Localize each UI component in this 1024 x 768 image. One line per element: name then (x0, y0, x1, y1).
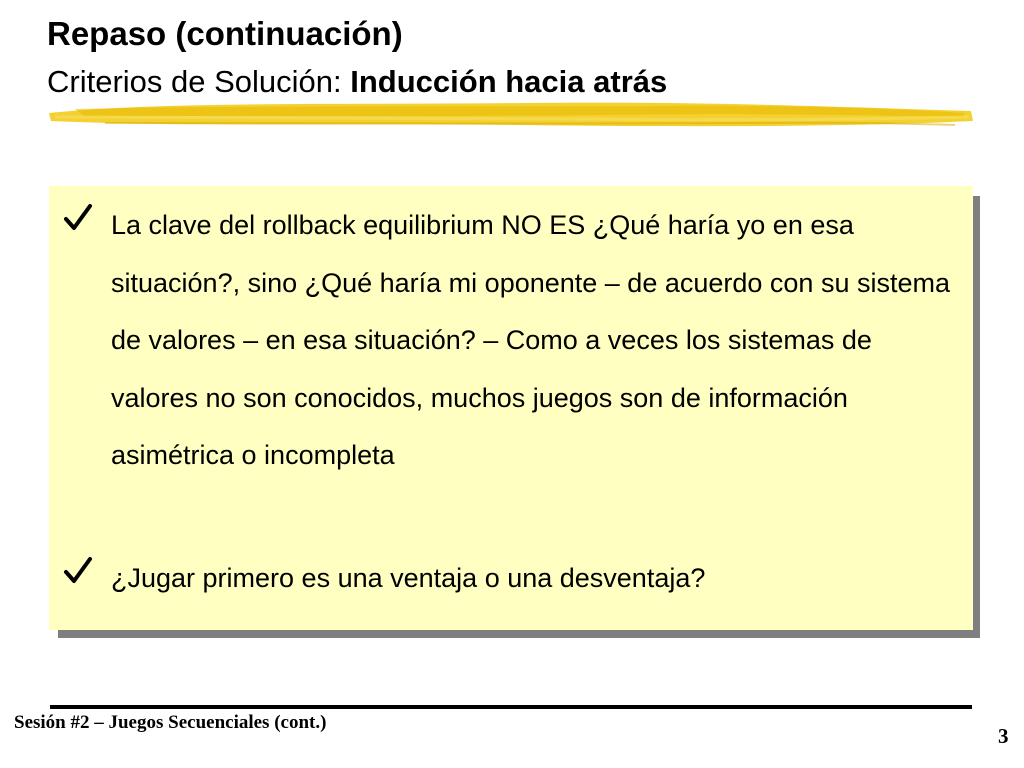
brush-stroke-decoration (45, 97, 975, 133)
subtitle-prefix: Criterios de Solución: (47, 64, 351, 99)
subtitle-emphasis: Inducción hacia atrás (350, 64, 668, 99)
page-number: 3 (998, 724, 1009, 748)
footer-text: Sesión #2 – Juegos Secuenciales (cont.) (14, 712, 327, 733)
bullet-text: La clave del rollback equilibrium NO ES ¿Qué haría yo en esa situación?, sino ¿Qué haría mi oponente – de acuerdo con su sistema de valores – en esa situación? – Como a veces los sistemas de valores no son conocidos, muchos juegos son de información asimétrica o incompleta (111, 210, 950, 470)
slide-title: Repaso (continuación) (47, 15, 403, 52)
footer-divider (50, 705, 972, 709)
bullet-text: ¿Jugar primero es una ventaja o una desventaja? (111, 563, 706, 593)
content-panel (49, 186, 973, 630)
checkmark-icon (61, 554, 95, 588)
slide-subtitle (47, 62, 667, 102)
checkmark-icon (61, 201, 95, 235)
